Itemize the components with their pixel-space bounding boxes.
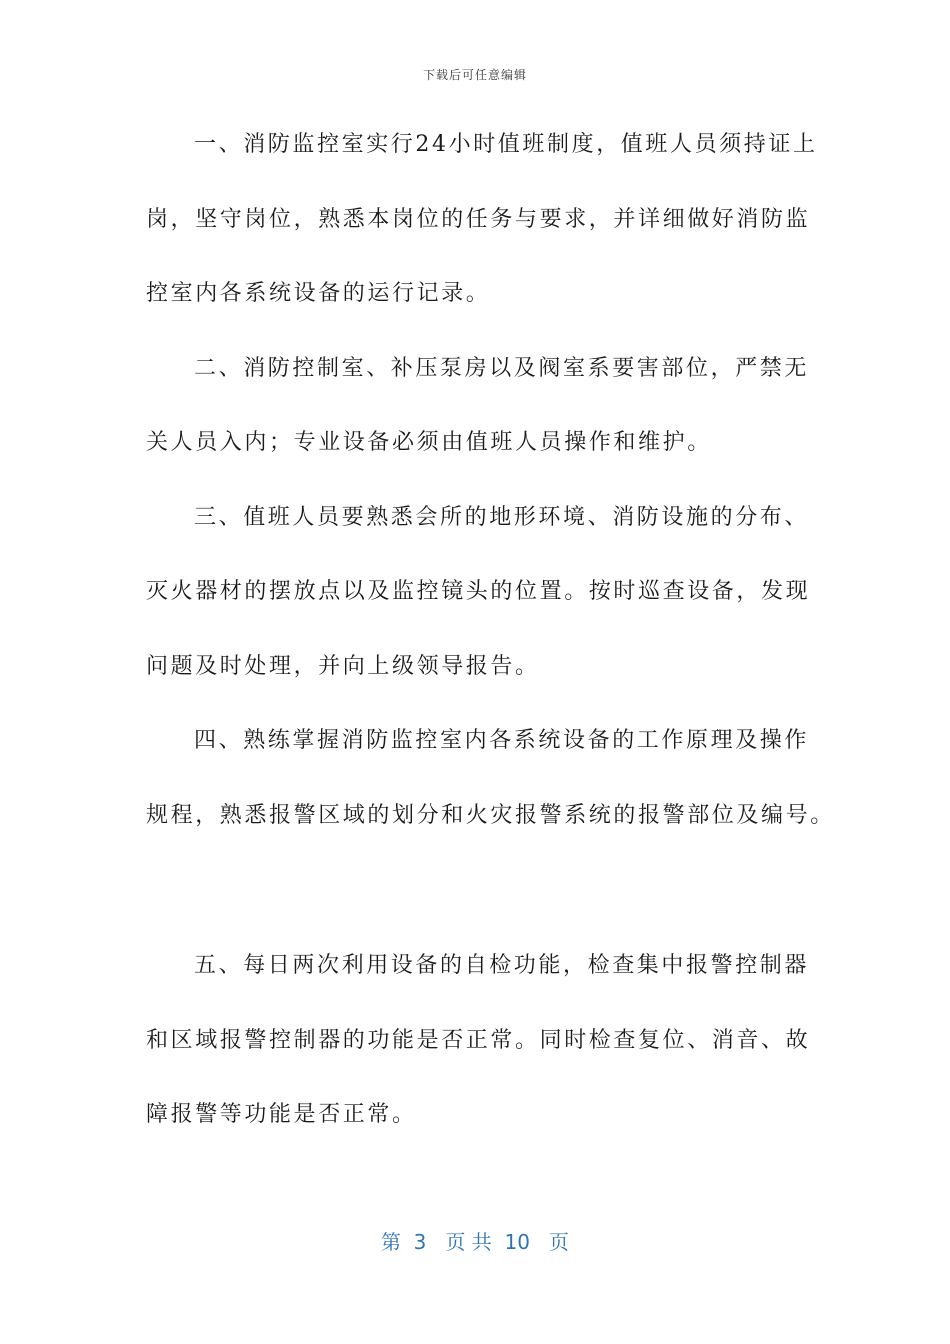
paragraph-3	[146, 499, 811, 723]
paragraph-2	[146, 350, 810, 499]
paragraph-line: 规程，熟悉报警区域的划分和火灾报警系统的报警部位及编号。	[146, 802, 835, 828]
paragraph-line: 问题及时处理，并向上级领导报告。	[146, 653, 540, 679]
paragraph-line: 灭火器材的摆放点以及监控镜头的位置。按时巡查设备，发现	[146, 579, 811, 604]
paragraph-line: 一、消防监控室实行24小时值班制度，值班人员须持证上	[194, 132, 818, 157]
paragraph-line: 关人员入内；专业设备必须由值班人员操作和维护。	[146, 430, 712, 455]
paragraph-4	[146, 722, 835, 871]
document-body	[146, 126, 835, 1171]
paragraph-gap	[146, 871, 806, 947]
paragraph-line: 五、每日两次利用设备的自检功能，检查集中报警控制器	[194, 953, 810, 978]
page-number-footer: 第 3 页 共 10 页	[380, 1230, 570, 1254]
paragraph-line: 控室内各系统设备的运行记录。	[146, 281, 491, 306]
paragraph-line: 和区域报警控制器的功能是否正常。同时检查复位、消音、故	[146, 1027, 811, 1053]
paragraph-line: 四、熟练掌握消防监控室内各系统设备的工作原理及操作	[194, 728, 810, 753]
paragraph-line: 岗，坚守岗位，熟悉本岗位的任务与要求，并详细做好消防监	[146, 206, 811, 232]
paragraph-line: 二、消防控制室、补压泵房以及阀室系要害部位，严禁无	[194, 355, 810, 381]
paragraph-line: 三、值班人员要熟悉会所的地形环境、消防设施的分布、	[194, 504, 810, 530]
paragraph-line: 障报警等功能是否正常。	[146, 1102, 417, 1127]
header-note: 下载后可任意编辑	[422, 68, 527, 82]
paragraph-1	[146, 126, 818, 350]
paragraph-5	[146, 947, 811, 1171]
